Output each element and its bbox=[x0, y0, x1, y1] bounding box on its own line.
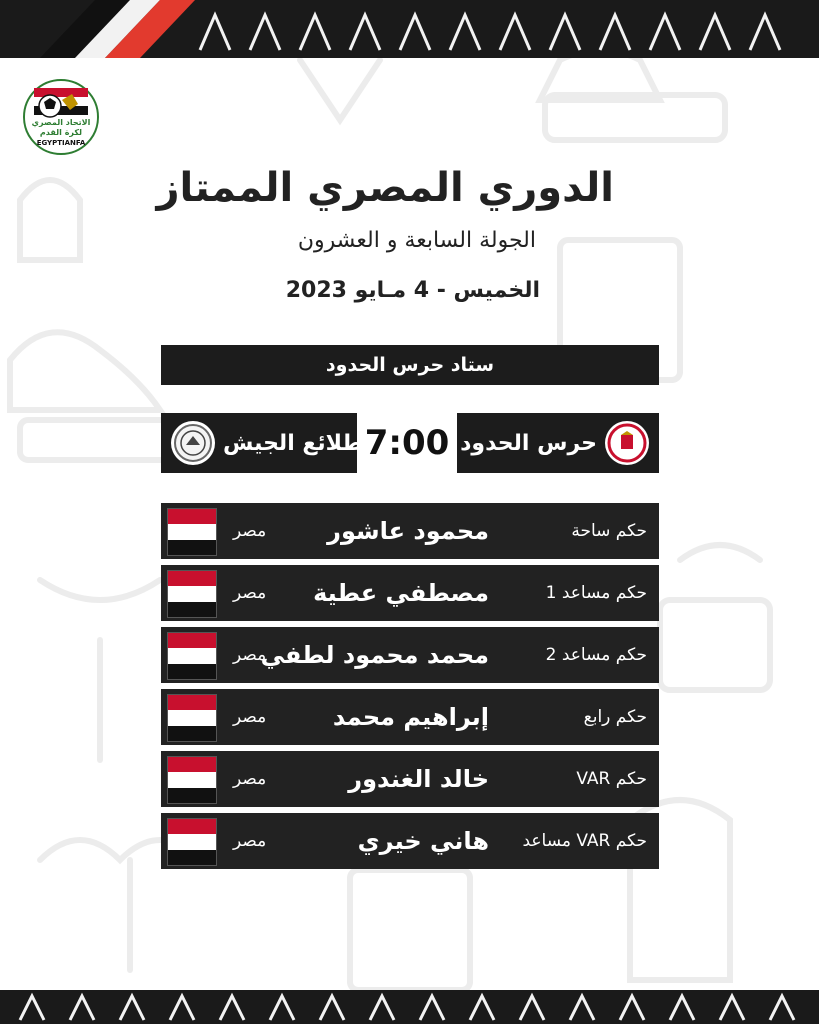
referee-row bbox=[161, 813, 659, 869]
egypt-flag-icon bbox=[167, 508, 217, 556]
egypt-flag-icon bbox=[167, 570, 217, 618]
referee-row bbox=[161, 627, 659, 683]
referee-name: هاني خيري bbox=[357, 827, 489, 855]
referee-name: محمد محمود لطفي bbox=[260, 641, 489, 669]
egypt-flag-icon bbox=[167, 694, 217, 742]
match-card bbox=[161, 413, 659, 473]
round-subtitle: الجولة السابعة و العشرون bbox=[297, 228, 536, 253]
referee-name: مصطفي عطية bbox=[313, 579, 489, 607]
referee-row bbox=[161, 503, 659, 559]
logo-arabic-text: الاتحاد المصري لكرة القدم bbox=[31, 118, 91, 137]
home-team bbox=[460, 413, 649, 473]
egypt-flag-icon bbox=[167, 756, 217, 804]
referee-country: مصر bbox=[233, 645, 267, 665]
referee-country: مصر bbox=[233, 707, 267, 727]
referee-role: حكم رابع bbox=[583, 707, 647, 727]
stadium-banner bbox=[161, 345, 659, 385]
away-team-name: طلائع الجيش bbox=[223, 430, 364, 456]
match-date: الخميس - 4 مـايو 2023 bbox=[285, 278, 540, 303]
top-zigzag-band bbox=[0, 0, 819, 58]
away-team-crest-icon bbox=[171, 421, 215, 465]
page-title: الدوري المصري الممتاز bbox=[156, 165, 614, 211]
egypt-flag-icon bbox=[167, 818, 217, 866]
referee-country: مصر bbox=[233, 831, 267, 851]
logo-latin-text: EGYPTIANFA bbox=[36, 139, 86, 147]
away-team bbox=[171, 413, 363, 473]
home-team-name: حرس الحدود bbox=[460, 430, 597, 456]
bottom-zigzag-band bbox=[0, 990, 819, 1024]
referee-role: حكم ساحة bbox=[571, 521, 647, 541]
referee-row bbox=[161, 689, 659, 745]
referee-role: حكم مساعد 2 bbox=[545, 645, 647, 665]
kickoff-time: 7:00 bbox=[357, 413, 457, 473]
referee-row bbox=[161, 751, 659, 807]
referee-country: مصر bbox=[233, 521, 267, 541]
egypt-flag-icon bbox=[167, 632, 217, 680]
referee-name: إبراهيم محمد bbox=[332, 703, 489, 731]
referee-role: حكم VAR مساعد bbox=[522, 831, 647, 851]
referee-country: مصر bbox=[233, 769, 267, 789]
referee-name: محمود عاشور bbox=[327, 517, 489, 545]
referee-role: حكم VAR bbox=[576, 769, 647, 789]
referee-country: مصر bbox=[233, 583, 267, 603]
stadium-name: ستاد حرس الحدود bbox=[325, 354, 495, 376]
referee-name: خالد الغندور bbox=[348, 765, 489, 793]
referee-role: حكم مساعد 1 bbox=[545, 583, 647, 603]
home-team-crest-icon bbox=[605, 421, 649, 465]
referee-row bbox=[161, 565, 659, 621]
